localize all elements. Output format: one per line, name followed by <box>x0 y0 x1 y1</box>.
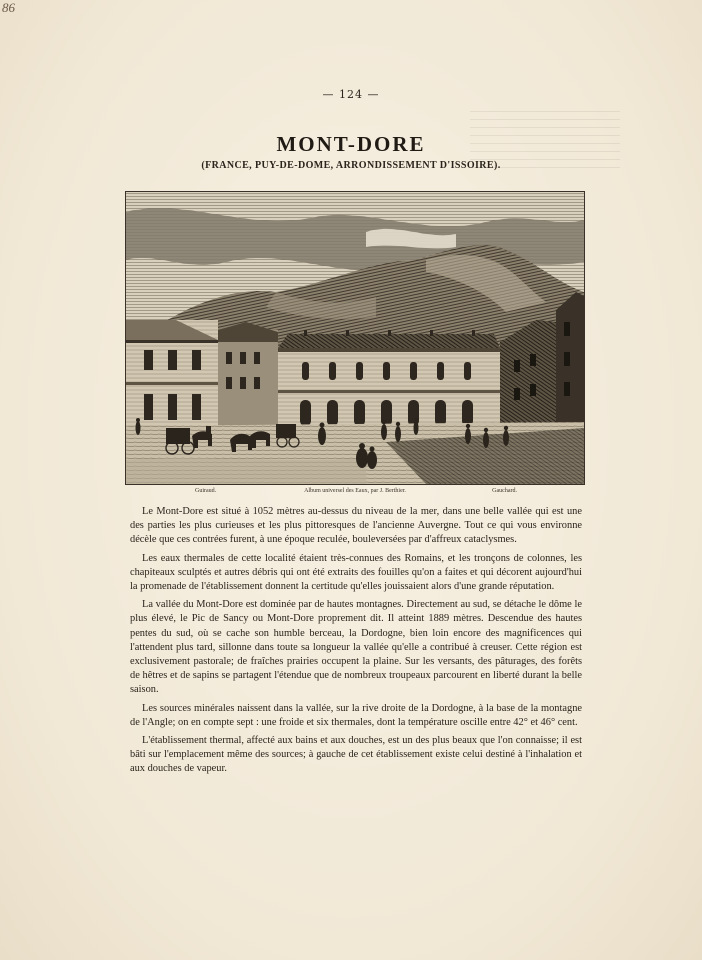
paragraph: La vallée du Mont-Dore est dominée par de hautes montagnes. Directement au sud, se détache le dôme le plus élevé, le Pic de Sancy ou Mont-Dore proprement dit. Il atteint 1889 mètres. Descendue des hautes pentes du sud, où se cache son humble berceau, la Dordogne, bien loin encore des magnificences qui l'attendent plus tard, sillonne dans toute sa longueur la vallée qu'elle a contribué à creuser. Cette région est exclusivement pastorale; de fraîches prairies occupent la plaine. Sur les versants, des pâturages, des forêts de hêtres et de sapins se partagent l'étendue que de nombreux troupeaux parcourent en liberté durant la belle saison. <box>130 599 582 696</box>
folio-page-number: — 124 — <box>322 88 380 101</box>
page-subtitle: (FRANCE, PUY-DE-DOME, ARRONDISSEMENT D'ISSOIRE). <box>201 160 501 171</box>
paragraph: Le Mont-Dore est situé à 1052 mètres au-dessus du niveau de la mer, dans une belle vallée qui est une des parties les plus curieuses et les plus pittoresques de l'ancienne Auvergne. Tout ce qui vous environne décèle que ces contrées furent, à une époque reculée, bouleversées par d'affreux cataclysmes. <box>130 506 582 546</box>
paragraph: L'établissement thermal, affecté aux bains et aux douches, est un des plus beaux que l'on connaisse; il est bâti sur l'emplacement même des sources; à gauche de cet établissement existe celui destiné à l'inhalation et aux douches de vapeur. <box>130 735 582 775</box>
credit-source: Album universel des Eaux, par J. Berthier. <box>304 488 406 494</box>
credit-draughtsman: Guiraud. <box>195 488 217 494</box>
body-text <box>130 505 582 781</box>
corner-page-number: 86 <box>2 0 15 15</box>
paragraph: Les eaux thermales de cette localité étaient très-connues des Romains, et les tronçons de colonnes, les chapiteaux sculptés et autres débris qui ont été extraits des fouilles qu'on a faites et qui décorent aujourd'hui la promenade de l'établissement donnent la certitude qu'elles jouissaient alors d'une grande réputation. <box>130 552 582 593</box>
credit-engraver: Gauchard. <box>492 488 517 494</box>
illustration-credits <box>125 488 585 498</box>
engraving-illustration <box>125 191 585 485</box>
paragraph: Les sources minérales naissent dans la vallée, sur la rive droite de la Dordogne, à la base de la montagne de l'Angle; on en compte sept : une froide et six thermales, dont la température oscille entre 42° et 46° cent. <box>130 702 582 728</box>
engraving-mont-dore-baths <box>126 192 584 484</box>
page-title: MONT-DORE <box>276 132 426 156</box>
